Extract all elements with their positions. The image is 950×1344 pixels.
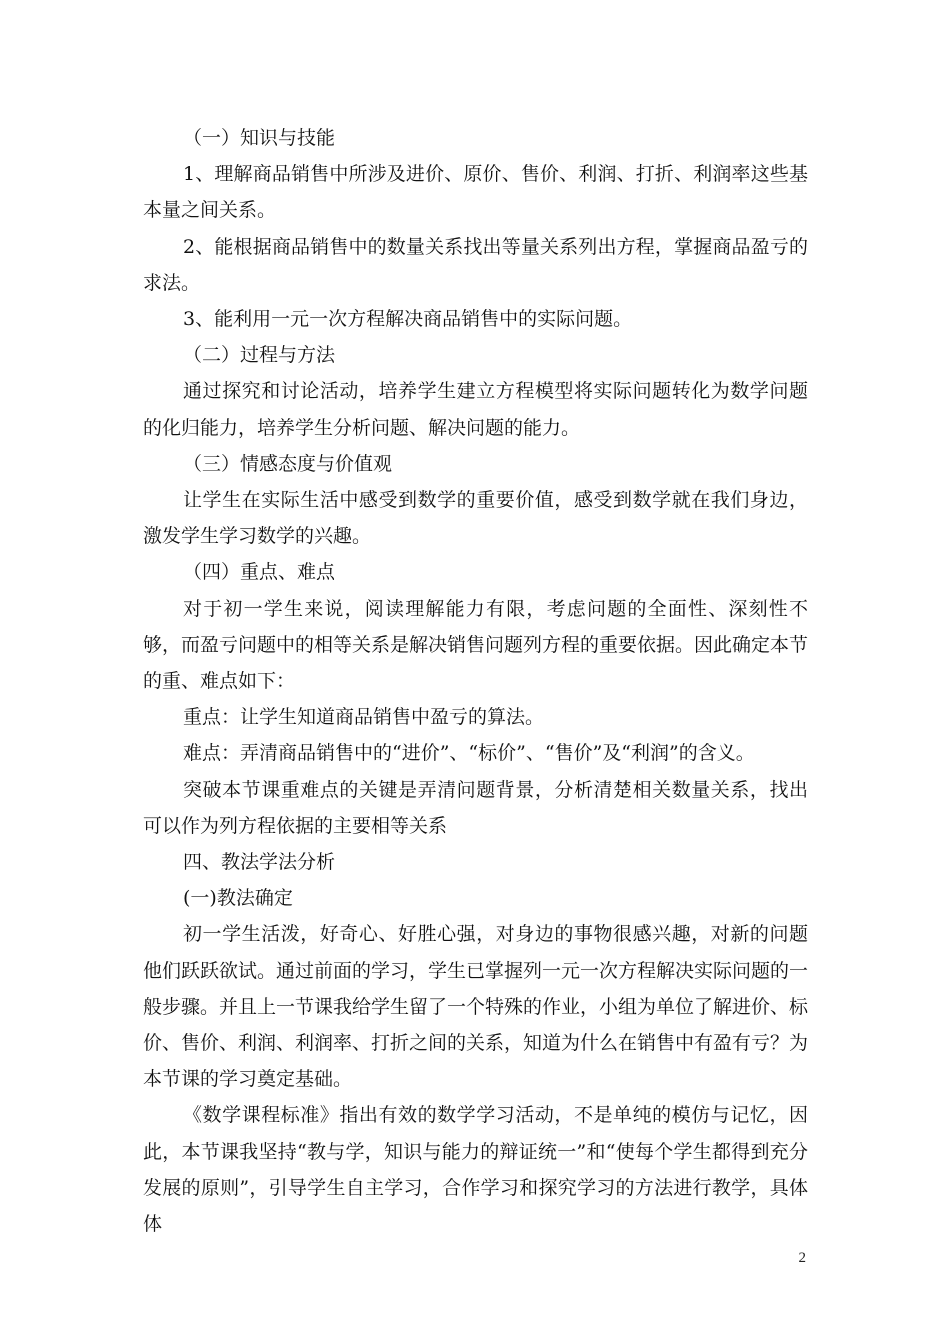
paragraph-focus: 重点：让学生知道商品销售中盈亏的算法。 xyxy=(183,706,545,729)
paragraph-breakthrough: 突破本节课重难点的关键是弄清问题背景，分析清楚相关数量关系，找出可以作为列方程依据的主要相等关系 xyxy=(143,778,808,837)
paragraph-item-1: 1、理解商品销售中所涉及进价、原价、售价、利润、打折、利润率这些基本量之间关系。 xyxy=(143,163,808,222)
paragraph-emotion: 让学生在实际生活中感受到数学的重要价值，感受到数学就在我们身边，激发学生学习数学的兴趣。 xyxy=(143,489,808,548)
paragraph-process: 通过探究和讨论活动，培养学生建立方程模型将实际问题转化为数学问题的化归能力，培养学生分析问题、解决问题的能力。 xyxy=(143,380,808,439)
paragraph-curriculum-standard: 《数学课程标准》指出有效的数学学习活动，不是单纯的模仿与记忆，因此，本节课我坚持“教与学，知识与能力的辩证统一”和“使每个学生都得到充分发展的原则”，引导学生自主学习，合作学习和探究学习的方法进行教学，具体体 xyxy=(143,1104,808,1236)
paragraph-item-2: 2、能根据商品销售中的数量关系找出等量关系列出方程，掌握商品盈亏的求法。 xyxy=(143,235,808,294)
document-body xyxy=(143,120,808,1242)
paragraph-difficulty: 难点：弄清商品销售中的“进价”、“标价”、“售价”及“利润”的含义。 xyxy=(183,742,755,765)
page-number: 2 xyxy=(798,1250,806,1266)
section-heading-emotion: （三）情感态度与价值观 xyxy=(183,452,393,475)
section-heading-teaching-method: (一)教法确定 xyxy=(183,887,293,910)
paragraph-key-points: 对于初一学生来说，阅读理解能力有限，考虑问题的全面性、深刻性不够，而盈亏问题中的相等关系是解决销售问题列方程的重要依据。因此确定本节的重、难点如下： xyxy=(143,597,809,693)
section-heading-knowledge: （一）知识与技能 xyxy=(183,127,336,149)
section-heading-teaching-analysis: 四、教法学法分析 xyxy=(183,851,336,874)
paragraph-item-3: 3、能利用一元一次方程解决商品销售中的实际问题。 xyxy=(183,308,633,331)
paragraph-student-analysis: 初一学生活泼，好奇心、好胜心强，对身边的事物很感兴趣，对新的问题他们跃跃欲试。通过前面的学习，学生已掌握列一元一次方程解决实际问题的一般步骤。并且上一节课我给学生留了一个特殊的作业，小组为单位了解进价、标价、售价、利润、利润率、打折之间的关系，知道为什么在销售中有盈有亏？为本节课的学习奠定基础。 xyxy=(143,923,809,1091)
section-heading-key-points: （四）重点、难点 xyxy=(183,561,336,584)
section-heading-process: （二）过程与方法 xyxy=(183,344,336,367)
